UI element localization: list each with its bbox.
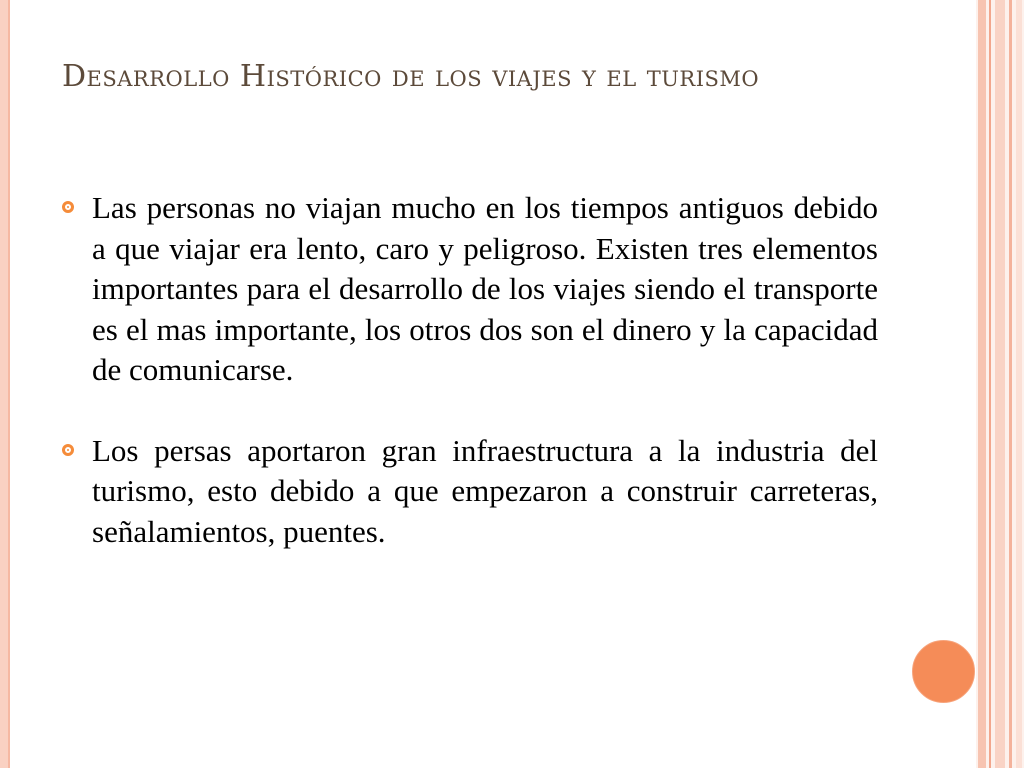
right-stripe (1016, 0, 1022, 768)
circle-bullet-icon (62, 444, 74, 456)
bullet-text: Los persas aportaron gran infraestructura a la industria del turismo, esto debido a que empezaron a construir carreteras, señalamientos, puentes. (92, 432, 878, 549)
bullet-item (62, 431, 878, 553)
left-decorative-line (8, 0, 10, 768)
slide-title: Desarrollo Histórico de los viajes y el turismo (62, 59, 760, 94)
right-stripe (995, 0, 1005, 768)
bullet-item (62, 188, 878, 391)
slide-body (62, 188, 878, 552)
left-decorative-border (0, 0, 8, 768)
decorative-circle (912, 640, 975, 703)
circle-bullet-icon (62, 201, 74, 213)
right-stripe (989, 0, 991, 768)
bullet-text: Las personas no viajan mucho en los tiempos antiguos debido a que viajar era lento, caro y peligroso. Existen tres elementos importantes para el desarrollo de los viajes siendo el transporte es el mas importante, los otros dos son el dinero y la capacidad de comunicarse. (92, 190, 878, 387)
right-stripe (978, 0, 986, 768)
right-stripe (1009, 0, 1012, 768)
